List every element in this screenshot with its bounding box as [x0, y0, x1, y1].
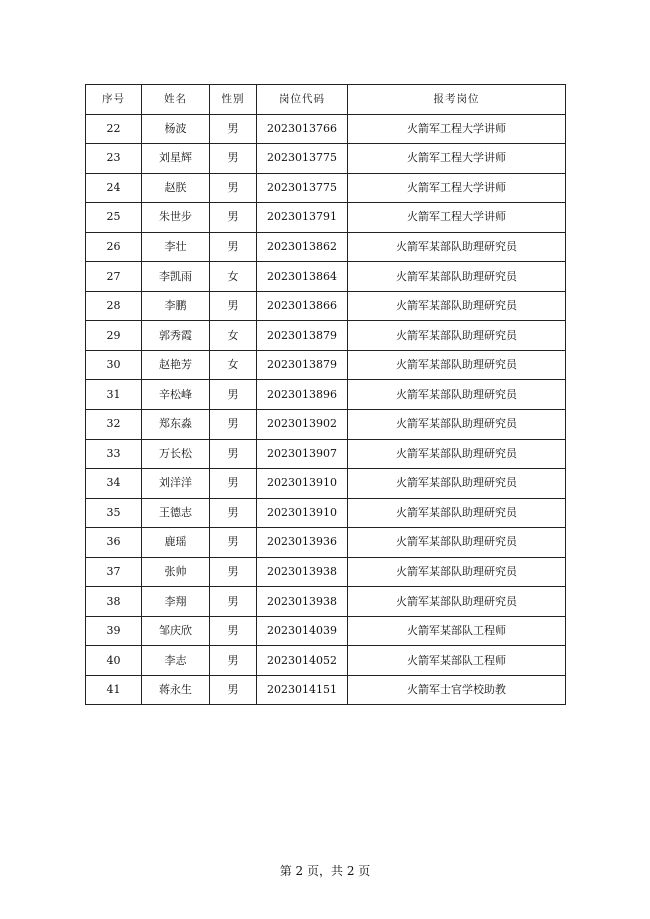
cell-serial-number: 29 — [86, 321, 142, 351]
table-row — [86, 498, 566, 528]
cell-position-code: 2023013938 — [257, 587, 348, 617]
cell-position-code: 2023013910 — [257, 469, 348, 499]
cell-name: 朱世步 — [142, 203, 210, 233]
cell-position-code: 2023013775 — [257, 173, 348, 203]
header-row — [86, 85, 566, 115]
cell-position-code: 2023013902 — [257, 410, 348, 440]
cell-applied-position: 火箭军某部队助理研究员 — [348, 469, 566, 499]
cell-serial-number: 26 — [86, 232, 142, 262]
table-row — [86, 144, 566, 174]
cell-applied-position: 火箭军某部队助理研究员 — [348, 291, 566, 321]
cell-serial-number: 32 — [86, 410, 142, 440]
cell-gender: 男 — [210, 675, 257, 705]
cell-position-code: 2023013896 — [257, 380, 348, 410]
cell-applied-position: 火箭军某部队助理研究员 — [348, 232, 566, 262]
table-row — [86, 291, 566, 321]
cell-gender: 男 — [210, 557, 257, 587]
table-row — [86, 203, 566, 233]
cell-serial-number: 31 — [86, 380, 142, 410]
cell-name: 李志 — [142, 646, 210, 676]
cell-position-code: 2023013775 — [257, 144, 348, 174]
roster-table — [85, 84, 566, 705]
table-row — [86, 469, 566, 499]
cell-serial-number: 30 — [86, 350, 142, 380]
cell-gender: 女 — [210, 262, 257, 292]
cell-serial-number: 39 — [86, 616, 142, 646]
cell-gender: 男 — [210, 380, 257, 410]
cell-serial-number: 25 — [86, 203, 142, 233]
cell-gender: 男 — [210, 498, 257, 528]
cell-serial-number: 37 — [86, 557, 142, 587]
table-row — [86, 646, 566, 676]
cell-applied-position: 火箭军某部队助理研究员 — [348, 350, 566, 380]
cell-name: 王德志 — [142, 498, 210, 528]
cell-name: 李凯雨 — [142, 262, 210, 292]
cell-name: 杨波 — [142, 114, 210, 144]
cell-applied-position: 火箭军工程大学讲师 — [348, 114, 566, 144]
table-row — [86, 173, 566, 203]
table-row — [86, 616, 566, 646]
header-gender: 性别 — [210, 85, 257, 115]
cell-applied-position: 火箭军某部队助理研究员 — [348, 321, 566, 351]
table-row — [86, 114, 566, 144]
cell-position-code: 2023013879 — [257, 350, 348, 380]
cell-serial-number: 24 — [86, 173, 142, 203]
cell-applied-position: 火箭军某部队助理研究员 — [348, 587, 566, 617]
table-row — [86, 380, 566, 410]
cell-serial-number: 41 — [86, 675, 142, 705]
cell-gender: 女 — [210, 321, 257, 351]
cell-position-code: 2023013907 — [257, 439, 348, 469]
cell-position-code: 2023013879 — [257, 321, 348, 351]
cell-position-code: 2023013791 — [257, 203, 348, 233]
cell-gender: 男 — [210, 410, 257, 440]
cell-serial-number: 34 — [86, 469, 142, 499]
table-row — [86, 439, 566, 469]
cell-serial-number: 33 — [86, 439, 142, 469]
cell-applied-position: 火箭军某部队助理研究员 — [348, 498, 566, 528]
cell-position-code: 2023013936 — [257, 528, 348, 558]
table-row — [86, 321, 566, 351]
cell-gender: 女 — [210, 350, 257, 380]
header-serial-number: 序号 — [86, 85, 142, 115]
table-header — [86, 85, 566, 115]
cell-gender: 男 — [210, 587, 257, 617]
cell-gender: 男 — [210, 646, 257, 676]
cell-name: 邹庆欣 — [142, 616, 210, 646]
cell-position-code: 2023013866 — [257, 291, 348, 321]
table-body — [86, 114, 566, 705]
cell-name: 李壮 — [142, 232, 210, 262]
cell-applied-position: 火箭军工程大学讲师 — [348, 203, 566, 233]
cell-applied-position: 火箭军某部队助理研究员 — [348, 410, 566, 440]
cell-applied-position: 火箭军某部队工程师 — [348, 646, 566, 676]
cell-applied-position: 火箭军工程大学讲师 — [348, 144, 566, 174]
cell-position-code: 2023014039 — [257, 616, 348, 646]
cell-applied-position: 火箭军某部队助理研究员 — [348, 528, 566, 558]
cell-gender: 男 — [210, 469, 257, 499]
cell-applied-position: 火箭军某部队助理研究员 — [348, 262, 566, 292]
cell-name: 赵艳芳 — [142, 350, 210, 380]
page-number-footer: 第 2 页，共 2 页 — [279, 864, 371, 878]
cell-name: 鹿瑶 — [142, 528, 210, 558]
table-row — [86, 350, 566, 380]
cell-applied-position: 火箭军士官学校助教 — [348, 675, 566, 705]
header-applied-position: 报考岗位 — [348, 85, 566, 115]
cell-gender: 男 — [210, 114, 257, 144]
table-row — [86, 232, 566, 262]
cell-position-code: 2023013864 — [257, 262, 348, 292]
cell-serial-number: 22 — [86, 114, 142, 144]
cell-name: 李鹏 — [142, 291, 210, 321]
cell-name: 刘洋洋 — [142, 469, 210, 499]
cell-serial-number: 40 — [86, 646, 142, 676]
cell-name: 赵朕 — [142, 173, 210, 203]
cell-name: 张帅 — [142, 557, 210, 587]
cell-name: 郭秀霞 — [142, 321, 210, 351]
header-position-code: 岗位代码 — [257, 85, 348, 115]
cell-name: 李翔 — [142, 587, 210, 617]
cell-serial-number: 38 — [86, 587, 142, 617]
cell-serial-number: 23 — [86, 144, 142, 174]
cell-serial-number: 36 — [86, 528, 142, 558]
table-row — [86, 528, 566, 558]
cell-gender: 男 — [210, 232, 257, 262]
cell-applied-position: 火箭军工程大学讲师 — [348, 173, 566, 203]
cell-name: 万长松 — [142, 439, 210, 469]
table-row — [86, 675, 566, 705]
cell-applied-position: 火箭军某部队工程师 — [348, 616, 566, 646]
cell-gender: 男 — [210, 173, 257, 203]
cell-serial-number: 35 — [86, 498, 142, 528]
cell-gender: 男 — [210, 439, 257, 469]
table-row — [86, 557, 566, 587]
table-row — [86, 262, 566, 292]
cell-position-code: 2023013938 — [257, 557, 348, 587]
cell-serial-number: 28 — [86, 291, 142, 321]
cell-name: 蒋永生 — [142, 675, 210, 705]
cell-gender: 男 — [210, 203, 257, 233]
cell-gender: 男 — [210, 291, 257, 321]
cell-name: 刘星辉 — [142, 144, 210, 174]
cell-serial-number: 27 — [86, 262, 142, 292]
cell-position-code: 2023013910 — [257, 498, 348, 528]
cell-applied-position: 火箭军某部队助理研究员 — [348, 557, 566, 587]
cell-name: 辛松峰 — [142, 380, 210, 410]
cell-gender: 男 — [210, 528, 257, 558]
cell-position-code: 2023013862 — [257, 232, 348, 262]
cell-gender: 男 — [210, 616, 257, 646]
cell-position-code: 2023013766 — [257, 114, 348, 144]
header-name: 姓名 — [142, 85, 210, 115]
cell-applied-position: 火箭军某部队助理研究员 — [348, 380, 566, 410]
cell-position-code: 2023014151 — [257, 675, 348, 705]
cell-gender: 男 — [210, 144, 257, 174]
cell-applied-position: 火箭军某部队助理研究员 — [348, 439, 566, 469]
table-row — [86, 587, 566, 617]
cell-position-code: 2023014052 — [257, 646, 348, 676]
table-row — [86, 410, 566, 440]
cell-name: 郑东淼 — [142, 410, 210, 440]
